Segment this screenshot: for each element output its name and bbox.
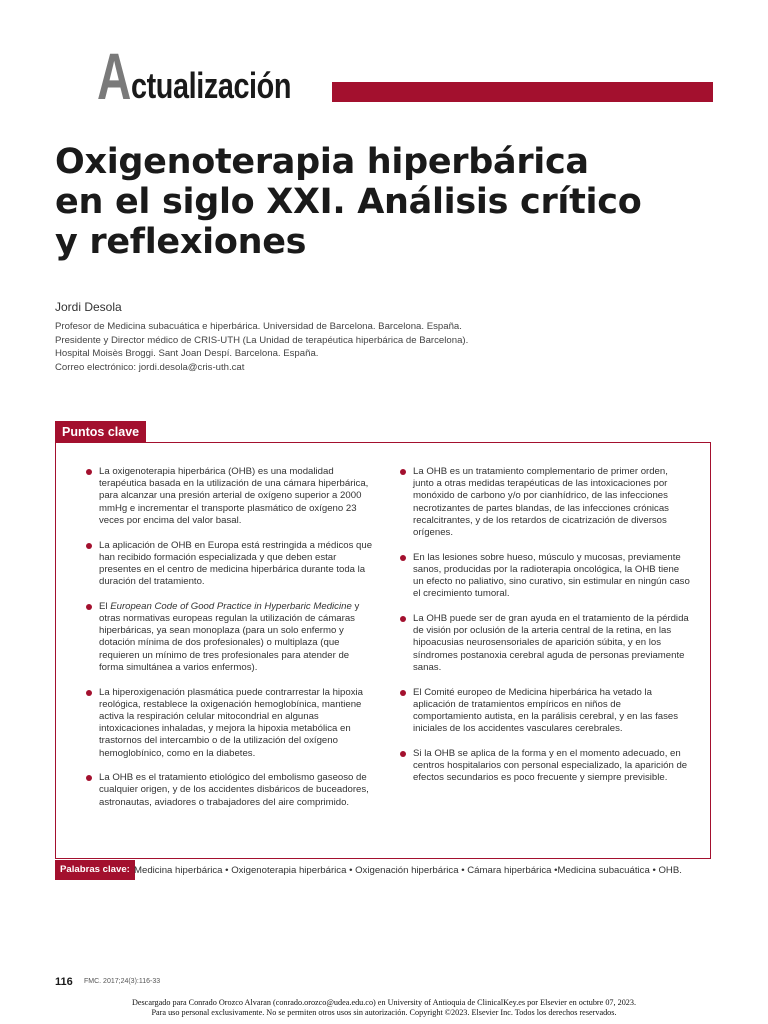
key-points-box — [55, 442, 711, 859]
section-label: ctualización — [131, 65, 292, 106]
key-point-text: La OHB puede ser de gran ayuda en el tratamiento de la pérdida de visión por oclusión de la arteria central de la retina, en las hipoacusias neurosensoriales de aparición súbita, y en los síndromes postanoxia cerebral aguda de personas previamente sanas. — [413, 613, 689, 673]
bullet-icon — [400, 690, 406, 696]
section-initial: A — [97, 39, 132, 113]
section-header — [97, 39, 717, 113]
key-point — [86, 466, 374, 527]
bullet-icon — [86, 543, 92, 549]
affiliation-line: Profesor de Medicina subacuática e hiperbárica. Universidad de Barcelona. Barcelona. España. — [55, 321, 462, 332]
key-point-text: La aplicación de OHB en Europa está restringida a médicos que han recibido formación especializada y que deben estar presentes en el centro de medicina hiperbárica durante toda la duración del tratamiento. — [99, 539, 373, 588]
title-line: Oxigenoterapia hiperbárica — [55, 142, 589, 182]
bullet-icon — [86, 775, 92, 781]
key-point — [86, 540, 374, 589]
key-point-text-suffix: y otras normativas europeas regulan la utilización de cámaras hiperbáricas, ya sean monoplaza (para un solo enfermo y dotación mínima de dos profesionales) o multiplaza (que requieren un mínimo de tres profesionales para atender de forma simultánea a varios enfermos). — [99, 600, 360, 673]
key-point-text: La hiperoxigenación plasmática puede contrarrestar la hipoxia reológica, restablece la oxigenación hemoglobínica, mantiene activa la respiración celular mitocondrial en algunas intoxicaciones inhaladas, y mejora la hipoxia metabólica en trastornos del intercambio o de la utilización del oxígeno hemoglobínico, como en la diabetes. — [99, 686, 363, 759]
bullet-icon — [86, 604, 92, 610]
author-affiliations — [55, 320, 468, 374]
key-point — [400, 466, 690, 539]
page-number: 116 — [55, 976, 73, 988]
affiliation-line: Hospital Moisès Broggi. Sant Joan Despí. Barcelona. España. — [55, 348, 319, 360]
bullet-icon — [400, 616, 406, 622]
key-point — [400, 687, 690, 736]
key-point — [86, 772, 374, 809]
affiliation-line: Presidente y Director médico de CRIS-UTH (La Unidad de terapéutica hiperbárica de Barcelona). — [55, 334, 469, 346]
download-notice — [0, 998, 768, 1018]
download-line: Descargado para Conrado Orozco Alvaran (conrado.orozco@udea.edu.co) en University of Antioquia de ClinicalKey.es por Elsevier en octubre 07, 2023. — [131, 998, 637, 1007]
bullet-icon — [400, 469, 406, 475]
key-point-text: En las lesiones sobre hueso, músculo y mucosas, previamente sanos, producidas por la radioterapia oncológica, la OHB tiene un efecto no paliativo, sino curativo, sin estimular en ningún caso el crecimiento tumoral. — [413, 551, 690, 600]
key-point — [400, 552, 690, 601]
key-point-text: Si la OHB se aplica de la forma y en el momento adecuado, en centros hospitalarios con personal especializado, la aparición de efectos secundarios es poco frecuente y siempre previsible. — [413, 747, 688, 784]
key-points-left-column — [86, 466, 374, 821]
email-line: Correo electrónico: jordi.desola@cris-uth.cat — [55, 361, 245, 373]
key-point-text: La oxigenoterapia hiperbárica (OHB) es una modalidad terapéutica basada en la utilización de una cámara hiperbárica, para alcanzar una presión arterial de oxígeno superior a 2000 mmHg e incrementar el transporte plasmático de oxígeno 23 veces por encima del valor basal. — [99, 466, 369, 526]
keywords-text: Medicina hiperbárica • Oxigenoterapia hiperbárica • Oxigenación hiperbárica • Cámara hiperbárica •Medicina subacuática • OHB. — [134, 865, 682, 876]
key-point — [400, 748, 690, 785]
key-point-text: La OHB es el tratamiento etiológico del embolismo gaseoso de cualquier origen, y de los accidentes disbáricos de buceadores, astronautas, aviadores o trabajadores del aire comprimido. — [99, 772, 369, 808]
author-name: Jordi Desola — [55, 300, 122, 314]
bullet-icon — [86, 690, 92, 696]
bullet-icon — [86, 469, 92, 475]
journal-citation: FMC. 2017;24(3):116-33 — [84, 978, 161, 985]
key-point-text: El Comité europeo de Medicina hiperbárica ha vetado la aplicación de tratamientos empíricos en niños de comportamiento autista, en la parálisis cerebral, y en las fases iniciales de los accidentes vasculares cerebrales. — [413, 686, 679, 735]
key-point — [86, 601, 374, 674]
key-point — [86, 687, 374, 760]
key-point-italic-title: European Code of Good Practice in Hyperbaric Medicine — [110, 600, 352, 612]
section-accent-bar — [332, 82, 713, 102]
key-point — [400, 613, 690, 674]
keywords-label: Palabras clave: — [55, 860, 135, 880]
key-point-text-prefix: El — [99, 600, 111, 612]
bullet-icon — [400, 555, 406, 561]
copyright-line: Para uso personal exclusivamente. No se permiten otros usos sin autorización. Copyright ©2023. Elsevier Inc. Todos los derechos reservados. — [151, 1008, 617, 1017]
key-points-right-column — [400, 466, 690, 797]
article-title — [55, 142, 695, 262]
bullet-icon — [400, 751, 406, 757]
key-point-text: La OHB es un tratamiento complementario de primer orden, junto a otras medidas terapéuticas de las intoxicaciones por monóxido de carbono y/o por cianhídrico, de las infecciones necrotizantes de partes blandas, de las infecciones crónicas recalcitrantes, y de los retardos de cicatrización de diversos orígenes. — [413, 466, 669, 539]
title-line: en el siglo XXI. Análisis crítico — [55, 182, 642, 222]
key-points-label: Puntos clave — [55, 421, 146, 443]
title-line: y reflexiones — [55, 222, 307, 262]
